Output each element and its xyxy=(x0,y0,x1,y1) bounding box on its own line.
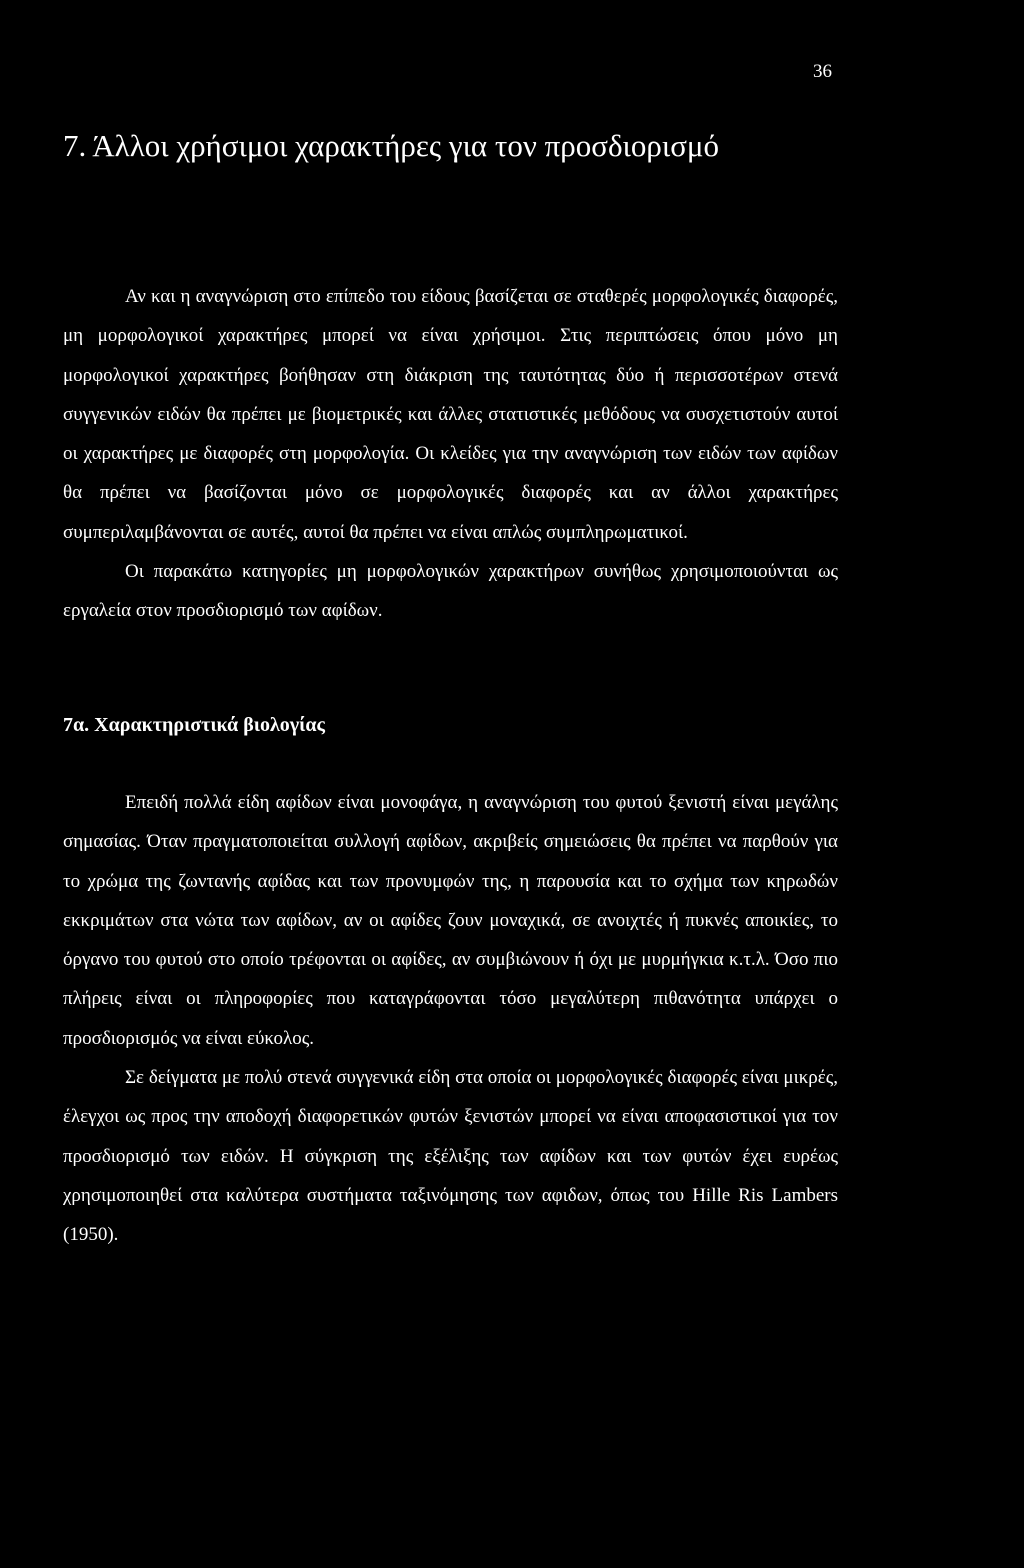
chapter-title: 7. Άλλοι χρήσιμοι χαρακτήρες για τον προσδιορισμό xyxy=(63,128,720,163)
page-number: 36 xyxy=(813,61,832,82)
paragraph: Οι παρακάτω κατηγορίες μη μορφολογικών χαρακτήρων συνήθως χρησιμοποιούνται ως εργαλεία στον προσδιορισμό των αφίδων. xyxy=(63,561,838,622)
section-text xyxy=(63,783,838,1255)
intro-text xyxy=(63,277,838,631)
paragraph: Αν και η αναγνώριση στο επίπεδο του είδους βασίζεται σε σταθερές μορφολογικές διαφορές, μη μορφολογικοί χαρακτήρες μπορεί να είναι χρήσιμοι. Στις περιπτώσεις όπου μόνο μη μορφολογικοί χαρακτήρες βοήθησαν στη διάκριση της ταυτότητας δύο ή περισσοτέρων στενά συγγενικών ειδών θα πρέπει με βιομετρικές και άλλες στατιστικές μεθόδους να συσχετιστούν αυτοί οι χαρακτήρες με διαφορές στη μορφολογία. Οι κλείδες για την αναγνώριση των ειδών των αφίδων θα πρέπει να βασίζονται μόνο σε μορφολογικές διαφορές και αν άλλοι χαρακτήρες συμπεριλαμβάνονται σε αυτές, αυτοί θα πρέπει να είναι απλώς συμπληρωματικοί. xyxy=(63,286,838,543)
section-heading: 7α. Χαρακτηριστικά βιολογίας xyxy=(63,714,325,736)
paragraph: Σε δείγματα με πολύ στενά συγγενικά είδη στα οποία οι μορφολογικές διαφορές είναι μικρές, έλεγχοι ως προς την αποδοχή διαφορετικών φυτών ξενιστών μπορεί να είναι αποφασιστικοί για τον προσδιορισμό των ειδών. Η σύγκριση της εξέλιξης των αφίδων και των φυτών έχει ευρέως χρησιμοποιηθεί στα καλύτερα συστήματα ταξινόμησης των αφιδων, όπως του Hille Ris Lambers (1950). xyxy=(63,1067,838,1246)
paragraph: Επειδή πολλά είδη αφίδων είναι μονοφάγα, η αναγνώριση του φυτού ξενιστή είναι μεγάλης σημασίας. Όταν πραγματοποιείται συλλογή αφίδων, ακριβείς σημειώσεις θα πρέπει να παρθούν για το χρώμα της ζωντανής αφίδας και των προνυμφών της, η παρουσία και το σχήμα των κηρωδών εκκριμάτων στα νώτα των αφίδων, αν οι αφίδες ζουν μοναχικά, σε ανοιχτές ή πυκνές αποικίες, το όργανο του φυτού στο οποίο τρέφονται οι αφίδες, αν συμβιώνουν ή όχι με μυρμήγκια κ.τ.λ. Όσο πιο πλήρεις είναι οι πληροφορίες που καταγράφονται τόσο μεγαλύτερη πιθανότητα υπάρχει ο προσδιορισμός να είναι εύκολος. xyxy=(63,792,838,1049)
